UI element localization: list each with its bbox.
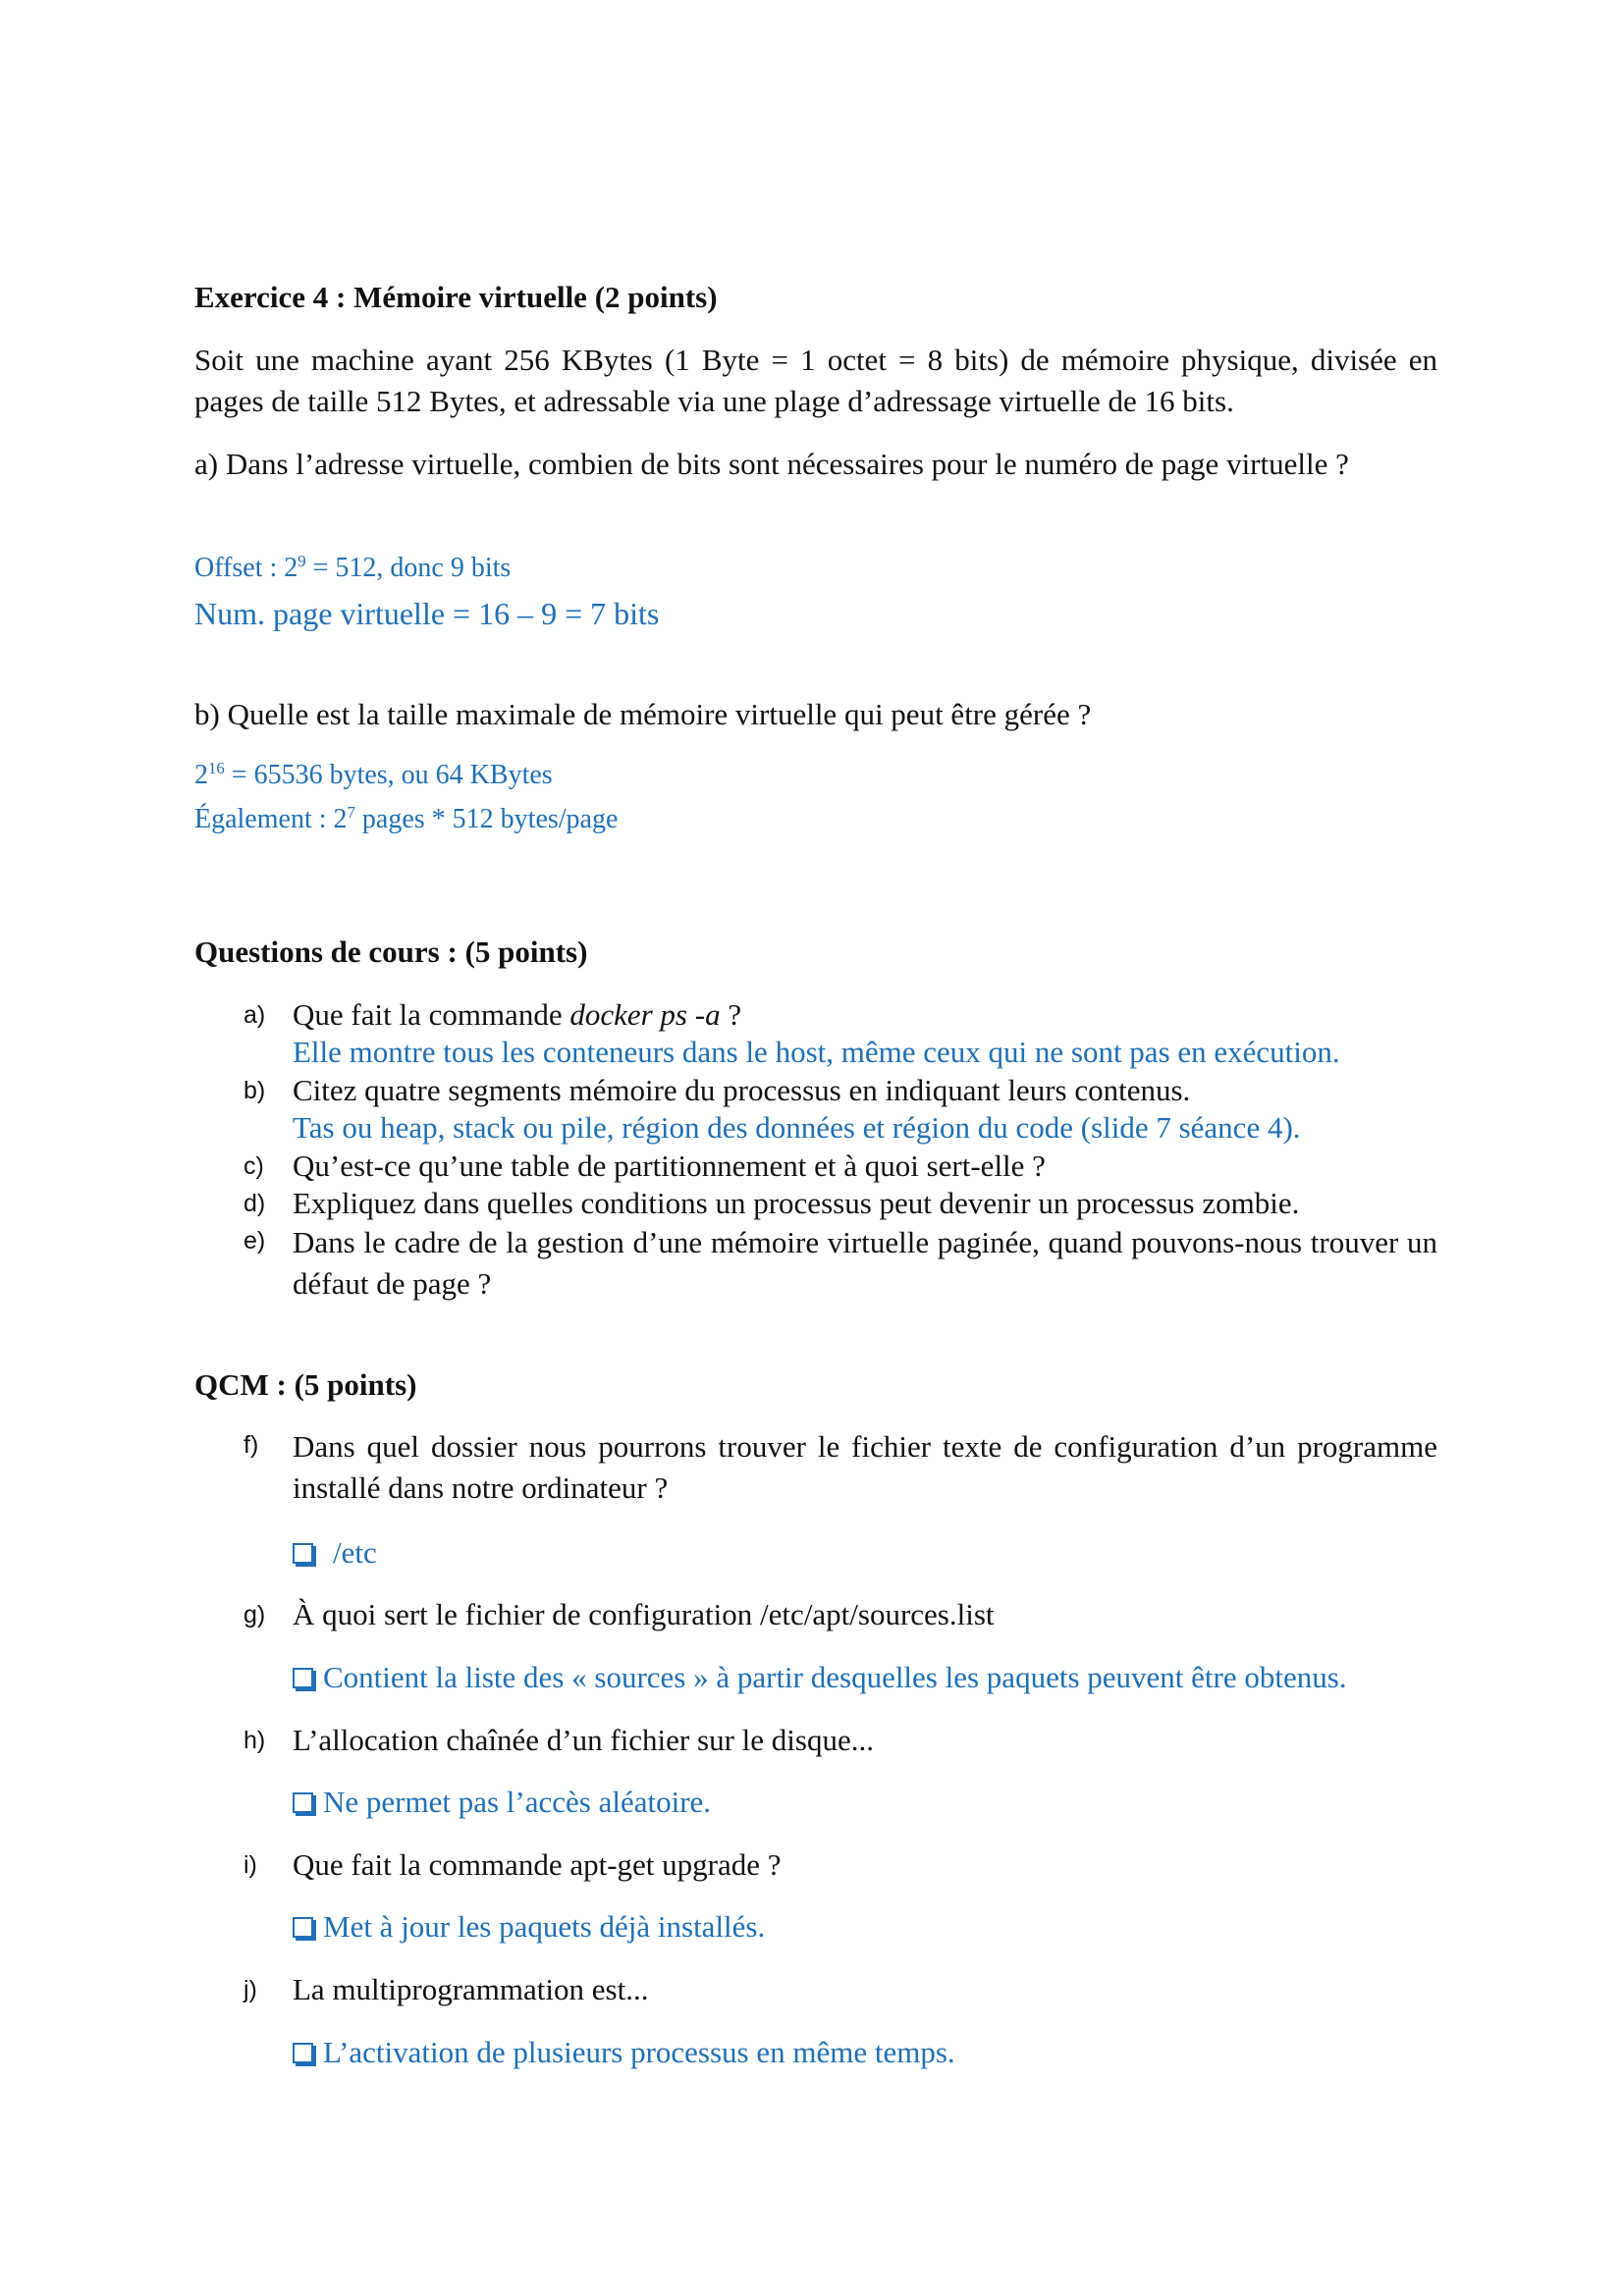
answer-b-size [194,758,553,793]
answer-a-offset-pre: Offset : 2 [194,553,298,583]
question-text: À quoi sert le fichier de configuration /etc/apt/sources.list [293,1597,995,1631]
answer-b-pages-exp: 7 [347,802,355,822]
question-text: Qu’est-ce qu’une table de partitionnement et à quoi sert-elle ? [293,1148,1046,1183]
checkbox-icon[interactable] [293,1668,313,1688]
question-text: Dans le cadre de la gestion d’une mémoire virtuelle paginée, quand pouvons-nous trouver un défaut de page ? [293,1225,1437,1301]
item-text [293,996,1437,1071]
qcm-choice-h[interactable] [293,1783,711,1822]
checkbox-icon[interactable] [293,1917,313,1938]
cours-title: Questions de cours : (5 points) [194,934,588,969]
choice-text: Contient la liste des « sources » à partir desquelles les paquets peuvent être obtenus. [323,1660,1347,1694]
choice-text: Met à jour les paquets déjà installés. [323,1909,766,1944]
question-pre: Que fait la commande [293,997,570,1032]
item-marker: c) [243,1152,264,1180]
qcm-title: QCM : (5 points) [194,1367,417,1402]
answer-b-pages [194,802,618,837]
question-post: ? [720,997,742,1032]
item-marker: j) [243,1976,257,2003]
item-marker: a) [243,1001,266,1029]
item-text [293,1072,1437,1147]
checkbox-icon[interactable] [293,2043,313,2063]
item-marker: h) [243,1727,266,1754]
answer-a-offset [194,551,511,586]
item-marker: i) [243,1851,257,1879]
checkbox-icon[interactable] [293,1543,313,1564]
qcm-choice-g[interactable] [293,1658,1347,1697]
answer-a-offset-post: = 512, donc 9 bits [305,553,512,583]
choice-text: /etc [333,1535,377,1570]
exercise4-question-b: b) Quelle est la taille maximale de mémoire virtuelle qui peut être gérée ? [194,697,1092,731]
answer-b-pages-post: pages * 512 bytes/page [354,804,619,834]
question-text: L’allocation chaînée d’un fichier sur le disque... [293,1723,874,1757]
qcm-choice-i[interactable] [293,1907,765,1947]
choice-text: L’activation de plusieurs processus en même temps. [323,2035,955,2069]
exercise4-title: Exercice 4 : Mémoire virtuelle (2 points) [194,280,718,314]
answer-a-page-bits: Num. page virtuelle = 16 – 9 = 7 bits [194,596,660,631]
question-text: Dans quel dossier nous pourrons trouver le fichier texte de configuration d’un programme installé dans notre ordinateur ? [293,1429,1437,1505]
answer-a-offset-exp: 9 [298,551,306,570]
answer-text: Elle montre tous les conteneurs dans le host, même ceux qui ne sont pas en exécution. [293,1035,1340,1069]
exercise4-question-a: a) Dans l’adresse virtuelle, combien de bits sont nécessaires pour le numéro de page virtuelle ? [194,447,1349,481]
item-marker: g) [243,1601,266,1629]
answer-b-size-pre: 2 [194,760,208,790]
answer-b-size-exp: 16 [208,758,225,777]
qcm-choice-j[interactable] [293,2033,955,2072]
exercise4-intro: Soit une machine ayant 256 KBytes (1 Byte = 1 octet = 8 bits) de mémoire physique, divisée en pages de taille 512 Bytes, et adressable via une plage d’adressage virtuelle de 16 bits. [194,343,1437,418]
question-text: Que fait la commande apt-get upgrade ? [293,1847,782,1882]
answer-b-pages-pre: Également : 2 [194,804,348,834]
checkbox-icon[interactable] [293,1792,313,1813]
item-marker: d) [243,1190,266,1217]
answer-b-size-post: = 65536 bytes, ou 64 KBytes [224,760,553,790]
question-text: Citez quatre segments mémoire du processus en indiquant leurs contenus. [293,1073,1191,1107]
item-marker: f) [243,1431,259,1459]
answer-text: Tas ou heap, stack ou pile, région des données et région du code (slide 7 séance 4). [293,1110,1301,1145]
question-text: Expliquez dans quelles conditions un processus peut devenir un processus zombie. [293,1186,1300,1220]
item-marker: b) [243,1077,266,1104]
qcm-choice-f[interactable] [293,1533,377,1573]
choice-text: Ne permet pas l’accès aléatoire. [323,1785,712,1819]
item-marker: e) [243,1227,266,1255]
question-text: La multiprogrammation est... [293,1972,649,2006]
command-text: docker ps -a [569,997,721,1032]
